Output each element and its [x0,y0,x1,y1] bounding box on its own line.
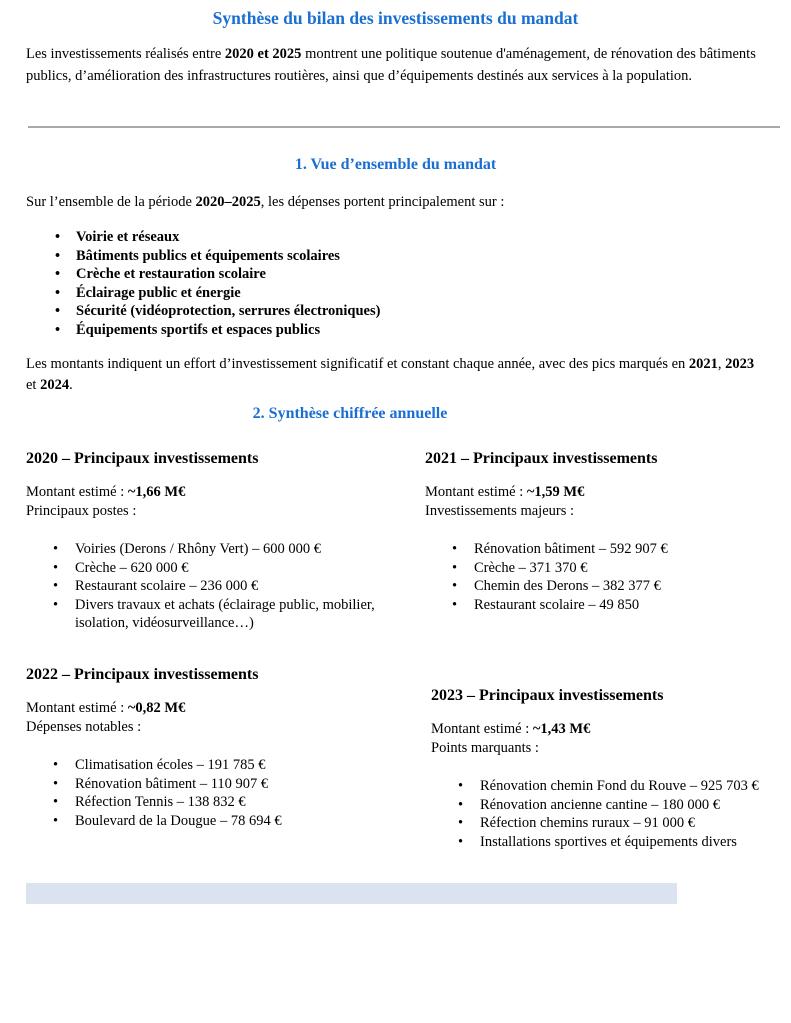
list-item: • Rénovation bâtiment – 592 907 € [425,540,785,559]
list-item: • Voirie et réseaux [55,228,745,247]
closing-run-bold: 2021 [688,356,718,372]
list-item: • Sécurité (vidéoprotection, serrures électroniques) [55,302,745,321]
year-meta [26,699,391,737]
amount-value: ~0,82 M€ [127,700,186,716]
list-item: • Réfection chemins ruraux – 91 000 € [431,814,787,833]
sub-label: Dépenses notables : [26,719,142,735]
table-header-bar [26,883,677,904]
closing-paragraph [26,354,764,396]
investment-list [431,777,787,851]
list-item: • Restaurant scolaire – 49 850 [425,596,785,615]
year-meta [431,720,787,758]
list-item: • Restaurant scolaire – 236 000 € [26,577,391,596]
closing-run: et [26,377,41,393]
list-item: • Voiries (Derons / Rhôny Vert) – 600 000 € [26,540,391,559]
amount-label: Montant estimé : [431,721,533,737]
year-block-2023 [431,687,787,851]
overview-run-bold: 2020–2025 [195,194,261,210]
intro-run: Les investissements réalisés entre [26,46,225,62]
list-item: • Crèche – 620 000 € [26,559,391,578]
amount-value: ~1,66 M€ [127,484,186,500]
year-meta [26,483,391,521]
section-2-heading: 2. Synthèse chiffrée annuelle [252,405,448,422]
list-item: • Éclairage public et énergie [55,284,745,303]
list-item: • Rénovation ancienne cantine – 180 000 € [431,796,787,815]
year-heading: 2023 – Principaux investissements [431,687,664,704]
intro-run: montrent une politique soutenue d'aménagement, de rénovation des bâtiments publics, d’amélioration des infrastructures routières, ainsi que d’équipements destinés aux services à la population. [26,46,756,84]
year-heading: 2020 – Principaux investissements [26,450,259,467]
year-block-2022 [26,666,391,830]
list-item: • Rénovation chemin Fond du Rouve – 925 703 € [431,777,787,796]
overview-run: , les dépenses portent principalement sur : [260,194,505,210]
year-block-2021 [425,450,785,614]
amount-line [425,483,785,502]
section-1-heading: 1. Vue d’ensemble du mandat [294,156,497,173]
list-item: • Équipements sportifs et espaces publics [55,321,745,340]
list-item: • Installations sportives et équipements divers [431,833,787,852]
list-item: • Boulevard de la Dougue – 78 694 € [26,812,391,831]
overview-run: Sur l’ensemble de la période [26,194,196,210]
year-meta [425,483,785,521]
overview-paragraph [26,191,764,213]
document-title: Synthèse du bilan des investissements du mandat [212,8,579,28]
list-item: • Climatisation écoles – 191 785 € [26,756,391,775]
year-heading: 2021 – Principaux investissements [425,450,658,467]
amount-label: Montant estimé : [425,484,527,500]
closing-run: . [69,377,73,393]
year-block-2020 [26,450,391,633]
intro-run-bold: 2020 et 2025 [224,46,302,62]
list-item: • Réfection Tennis – 138 832 € [26,793,391,812]
overview-bullet-list [55,228,745,340]
year-heading: 2022 – Principaux investissements [26,666,259,683]
sub-label: Points marquants : [431,740,539,756]
closing-run-bold: 2024 [40,377,70,393]
list-item: • Crèche – 371 370 € [425,559,785,578]
amount-label: Montant estimé : [26,484,128,500]
sub-label: Principaux postes : [26,503,137,519]
amount-line [26,699,391,718]
list-item: • Divers travaux et achats (éclairage public, mobilier, isolation, vidéosurveillance…) [26,596,391,633]
closing-run-bold: 2023 [725,356,755,372]
list-item: • Rénovation bâtiment – 110 907 € [26,775,391,794]
closing-run: , [717,356,726,372]
investment-list [425,540,785,614]
investment-list [26,540,391,633]
list-item: • Chemin des Derons – 382 377 € [425,577,785,596]
amount-value: ~1,43 M€ [532,721,591,737]
amount-line [26,483,391,502]
investment-list [26,756,391,830]
list-item: • Bâtiments publics et équipements scolaires [55,247,745,266]
amount-label: Montant estimé : [26,700,128,716]
intro-paragraph [26,43,764,87]
closing-run: Les montants indiquent un effort d’investissement significatif et constant chaque année, avec des pics marqués en [26,356,689,372]
sub-label: Investissements majeurs : [425,503,575,519]
amount-value: ~1,59 M€ [526,484,585,500]
list-item: • Crèche et restauration scolaire [55,265,745,284]
amount-line [431,720,787,739]
section-divider [28,126,780,128]
